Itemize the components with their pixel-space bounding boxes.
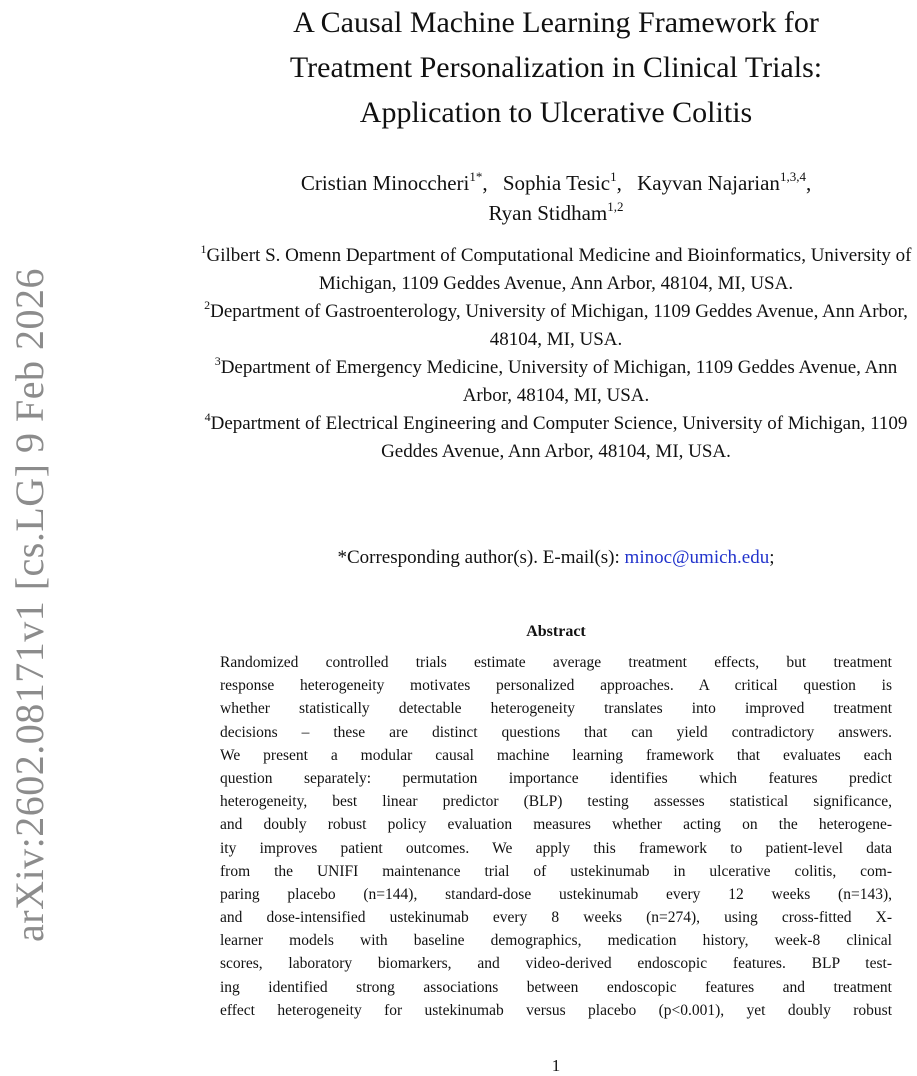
- corresponding-suffix: ;: [769, 547, 775, 568]
- affiliation-text: Department of Gastroenterology, University of Michigan, 1109 Geddes Avenue, Ann Arbor, 48104, MI, USA.: [210, 301, 908, 350]
- author-affiliation-marker: 1,2: [607, 199, 624, 214]
- affiliation-marker: 4: [204, 410, 211, 424]
- affiliation: [195, 410, 917, 466]
- affiliation-marker: 2: [204, 298, 211, 312]
- corresponding-prefix: *Corresponding author(s). E-mail(s):: [337, 547, 625, 568]
- corresponding-author-note: [195, 544, 917, 572]
- author-name: Cristian Minoccheri: [300, 171, 470, 195]
- abstract-line: and doubly robust policy evaluation measures whether acting on the heterogene-: [220, 816, 892, 834]
- affiliation-list: [195, 242, 917, 466]
- author-name: Kayvan Najarian: [637, 171, 780, 195]
- affiliation-marker: 3: [214, 354, 221, 368]
- abstract-body: [220, 651, 892, 1022]
- page-number: 1: [551, 1056, 561, 1075]
- author: [489, 201, 624, 225]
- abstract-line: whether statistically detectable heterogeneity translates into improved treatment: [220, 700, 892, 718]
- author-list: [195, 168, 917, 228]
- abstract-line: ity improves patient outcomes. We apply this framework to patient-level data: [220, 839, 892, 857]
- abstract-line: decisions – these are distinct questions that can yield contradictory answers.: [220, 723, 892, 741]
- author-name: Ryan Stidham: [488, 201, 608, 225]
- abstract-line: paring placebo (n=144), standard-dose ustekinumab every 12 weeks (n=143),: [220, 885, 892, 903]
- author: Sophia Tesic$^1$,: [502, 169, 622, 195]
- email-link[interactable]: minoc@umich.edu: [624, 547, 770, 568]
- affiliation-text: Department of Electrical Engineering and Computer Science, University of Michigan, 1109 Geddes Avenue, Ann Arbor, 48104, MI, USA.: [210, 413, 908, 462]
- affiliation: [195, 298, 917, 354]
- author-affiliation-marker: 1*: [469, 169, 483, 184]
- abstract-line: from the UNIFI maintenance trial of ustekinumab in ulcerative colitis, com-: [220, 862, 892, 880]
- title-line: Application to Ulcerative Colitis: [359, 96, 753, 129]
- author-name: Sophia Tesic: [502, 171, 611, 195]
- abstract-line: We present a modular causal machine learning framework that evaluates each: [220, 746, 892, 764]
- paper-title: [195, 0, 917, 135]
- affiliation-text: Gilbert S. Omenn Department of Computational Medicine and Bioinformatics, University of Michigan, 1109 Geddes Avenue, Ann Arbor, 48104, MI, USA.: [206, 245, 912, 294]
- author-affiliation-marker: 1: [610, 169, 617, 184]
- affiliation-marker: 1: [200, 242, 207, 256]
- abstract-line: Randomized controlled trials estimate average treatment effects, but treatment: [220, 654, 892, 671]
- abstract-line: learner models with baseline demographics, medication history, week-8 clinical: [220, 932, 892, 950]
- abstract-line: heterogeneity, best linear predictor (BLP) testing assesses statistical significance,: [220, 793, 892, 811]
- author-affiliation-marker: 1,3,4: [779, 169, 806, 184]
- author: Cristian Minoccheri$^{1*}$,: [300, 169, 488, 195]
- title-line: Treatment Personalization in Clinical Trials:: [289, 51, 823, 84]
- abstract-line: and dose-intensified ustekinumab every 8 weeks (n=274), using cross-fitted X-: [220, 909, 892, 927]
- affiliation: [195, 354, 917, 410]
- abstract-line: scores, laboratory biomarkers, and video-derived endoscopic features. BLP test-: [220, 955, 892, 973]
- title-line: A Causal Machine Learning Framework for: [293, 6, 819, 39]
- affiliation: [195, 242, 917, 298]
- affiliation-text: Department of Emergency Medicine, University of Michigan, 1109 Geddes Avenue, Ann Arbor, 48104, MI, USA.: [220, 357, 898, 406]
- abstract-line: effect heterogeneity for ustekinumab versus placebo (p<0.001), yet doubly robust: [220, 1001, 892, 1019]
- abstract-heading: Abstract: [526, 623, 586, 640]
- abstract-line: response heterogeneity motivates personalized approaches. A critical question is: [220, 677, 892, 695]
- author: Kayvan Najarian$^{1,3,4}$,: [637, 169, 812, 195]
- abstract-line: ing identified strong associations between endoscopic features and treatment: [220, 978, 892, 996]
- arxiv-identifier-stamp: arXiv:2602.08171v1 [cs.LG] 9 Feb 2026: [7, 268, 52, 942]
- abstract-line: question separately: permutation importance identifies which features predict: [220, 769, 892, 787]
